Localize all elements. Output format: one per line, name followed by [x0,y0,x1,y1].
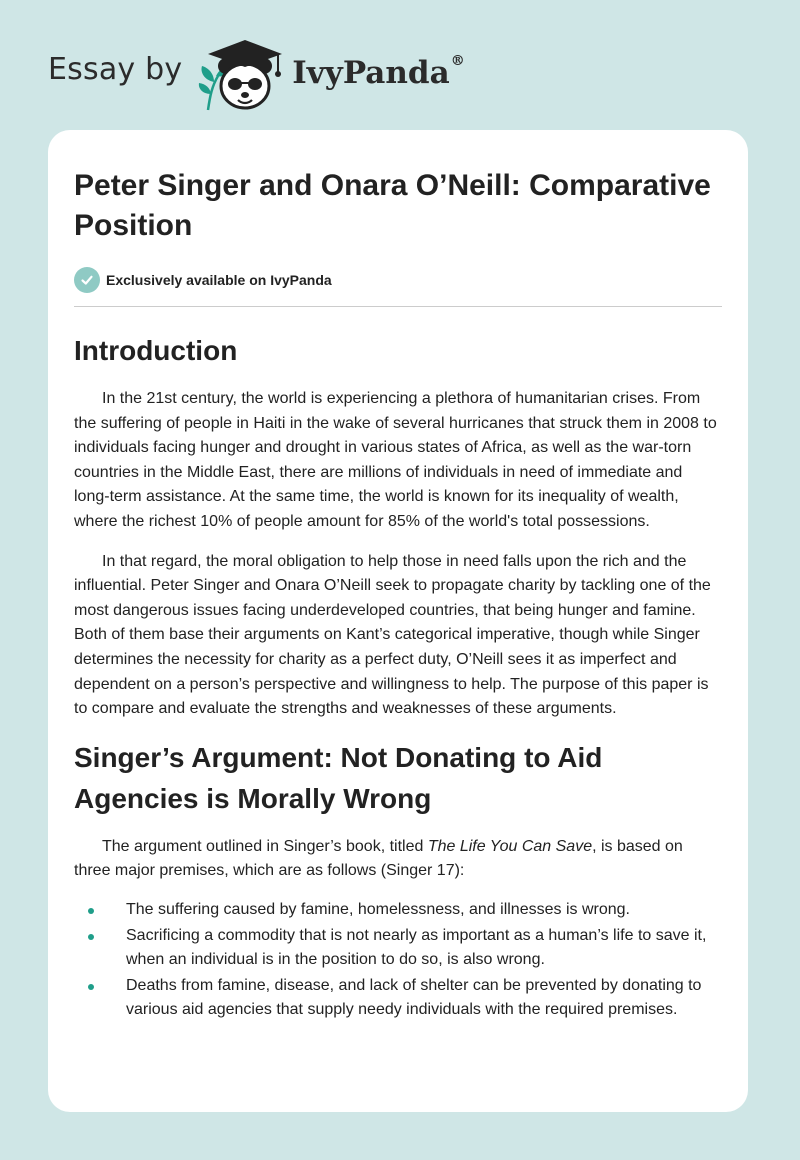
exclusive-label: Exclusively available on IvyPanda [106,272,332,288]
paragraph: In that regard, the moral obligation to help those in need falls upon the rich and the influential. Peter Singer and Onara O’Neill seek to propagate charity by tackling one of the most dangerous issues facing underdeveloped countries, that being hunger and famine. Both of them base their arguments on Kant’s categorical imperative, though while Singer determines the necessity for charity as a perfect duty, O’Neill sees it as imperfect and dependent on a person’s perspective and willingness to help. The purpose of this paper is to compare and evaluate the strengths and weaknesses of these arguments. [74,552,711,718]
section-heading-introduction: Introduction [74,335,238,366]
bullet-icon [88,908,94,914]
panda-logo-icon[interactable] [196,32,286,112]
check-icon [74,267,100,293]
book-title: The Life You Can Save [427,837,593,855]
bullet-icon [88,984,94,990]
exclusive-badge [74,266,722,294]
brand-name[interactable] [292,55,464,91]
paragraph: In the 21st century, the world is experiencing a plethora of humanitarian crises. From the suffering of people in Haiti in the wake of several hurricanes that struck them in 2008 to individuals facing hunger and drought in various states of Africa, as well as the war-torn countries in the Middle East, there are millions of individuals in need of immediate and long-term assistance. At the same time, the world is known for its inequality of wealth, where the richest 10% of people amount for 85% of the world's total possessions. [74,390,717,530]
list-item [74,974,722,1023]
essay-by-label: Essay by [48,51,183,87]
brand-text: IvyPanda [292,55,450,91]
divider [74,306,722,307]
paragraph [74,835,722,884]
list-item-text: Deaths from famine, disease, and lack of shelter can be prevented by donating to various aid agencies that supply needy individuals with the required premises. [126,976,702,1019]
premises-list [74,898,722,1023]
article-card [48,130,748,1112]
paragraph-text: , is based on three major premises, which are as follows (Singer 17): [74,837,683,880]
site-header [48,32,465,112]
list-item [74,924,722,973]
list-item-text: The suffering caused by famine, homelessness, and illnesses is wrong. [126,900,630,918]
registered-mark: ® [450,53,465,69]
list-item-text: Sacrificing a commodity that is not nearly as important as a human’s life to save it, when an individual is in the position to do so, is also wrong. [126,926,707,969]
paragraph-text: The argument outlined in Singer’s book, titled [102,837,428,855]
bullet-icon [88,934,94,940]
list-item [74,898,722,923]
section-heading-singer-argument: Singer’s Argument: Not Donating to Aid Agencies is Morally Wrong [74,741,603,814]
article-title: Peter Singer and Onara O’Neill: Comparative Position [74,169,711,242]
